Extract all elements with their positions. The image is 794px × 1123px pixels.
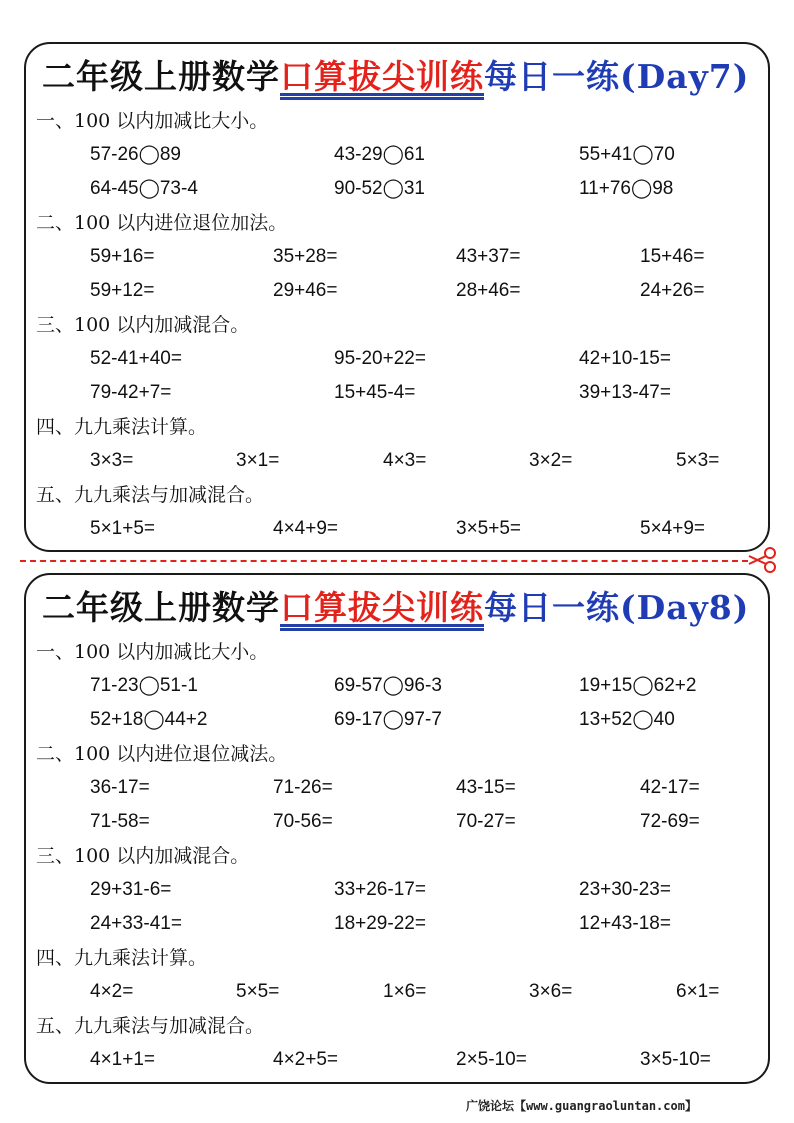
- section-title: 四、九九乘法计算。: [36, 947, 208, 969]
- problem: 1×6=: [383, 981, 427, 1002]
- section-compare: [26, 635, 768, 737]
- problem: 71-58=: [90, 811, 150, 832]
- problem: 5×4+9=: [640, 518, 705, 539]
- section-title: 一、100 以内加减比大小。: [36, 110, 269, 132]
- problem: 29+46=: [273, 280, 338, 301]
- problem: 4×2=: [90, 981, 134, 1002]
- problem-row: [36, 805, 768, 839]
- problem: 5×5=: [236, 981, 280, 1002]
- problem: 2×5-10=: [456, 1049, 527, 1070]
- problem: 70-27=: [456, 811, 516, 832]
- problem-row: [36, 703, 768, 737]
- problem: 3×3=: [90, 450, 134, 471]
- cut-line: [20, 560, 748, 562]
- problem-row: [36, 907, 768, 941]
- problem: 6×1=: [676, 981, 720, 1002]
- problem: 12+43-18=: [579, 913, 671, 934]
- problem: 57-26◯89: [90, 144, 181, 165]
- problem: 3×5+5=: [456, 518, 521, 539]
- section-title: 五、九九乘法与加减混合。: [36, 1015, 265, 1037]
- section-title: 三、100 以内加减混合。: [36, 845, 250, 867]
- problem: 4×2+5=: [273, 1049, 338, 1070]
- problem: 71-23◯51-1: [90, 675, 198, 696]
- problem: 52+18◯44+2: [90, 709, 208, 730]
- problem: 24+26=: [640, 280, 705, 301]
- problem: 23+30-23=: [579, 879, 671, 900]
- problem: 69-17◯97-7: [334, 709, 442, 730]
- section-mixed: [26, 308, 768, 410]
- problem-row: [36, 873, 768, 907]
- problem: 69-57◯96-3: [334, 675, 442, 696]
- problem-row: [36, 444, 768, 478]
- problem: 33+26-17=: [334, 879, 426, 900]
- section-title: 二、100 以内进位退位减法。: [36, 743, 288, 765]
- section-title: 四、九九乘法计算。: [36, 416, 208, 438]
- problem: 43+37=: [456, 246, 521, 267]
- section-title: 三、100 以内加减混合。: [36, 314, 250, 336]
- problem: 24+33-41=: [90, 913, 182, 934]
- problem: 3×6=: [529, 981, 573, 1002]
- problem: 18+29-22=: [334, 913, 426, 934]
- problem-row: [36, 138, 768, 172]
- problem: 72-69=: [640, 811, 700, 832]
- section-borrow-subtraction: [26, 737, 768, 839]
- problem: 4×1+1=: [90, 1049, 155, 1070]
- title-part-daily: 每日一练(Day7): [484, 56, 750, 96]
- problem: 59+12=: [90, 280, 155, 301]
- problem: 52-41+40=: [90, 348, 182, 369]
- problem: 70-56=: [273, 811, 333, 832]
- problem: 13+52◯40: [579, 709, 675, 730]
- title-part-daily: 每日一练(Day8): [484, 587, 750, 627]
- problem: 64-45◯73-4: [90, 178, 198, 199]
- problem-row: [36, 172, 768, 206]
- section-title: 五、九九乘法与加减混合。: [36, 484, 265, 506]
- problem: 5×1+5=: [90, 518, 155, 539]
- problem: 42+10-15=: [579, 348, 671, 369]
- problem: 28+46=: [456, 280, 521, 301]
- problem: 95-20+22=: [334, 348, 426, 369]
- worksheet-card-day8: [24, 573, 770, 1084]
- problem-row: [36, 512, 768, 546]
- section-carry-addition: [26, 206, 768, 308]
- problem: 3×1=: [236, 450, 280, 471]
- problem-row: [36, 975, 768, 1009]
- problem: 42-17=: [640, 777, 700, 798]
- problem: 43-15=: [456, 777, 516, 798]
- section-mixed: [26, 839, 768, 941]
- section-title: 二、100 以内进位退位加法。: [36, 212, 288, 234]
- section-multiplication-mixed: [26, 1009, 768, 1077]
- problem: 19+15◯62+2: [579, 675, 697, 696]
- problem-row: [36, 1043, 768, 1077]
- problem: 59+16=: [90, 246, 155, 267]
- title-part-grade: 二年级上册数学: [42, 56, 280, 96]
- problem: 4×4+9=: [273, 518, 338, 539]
- problem-row: [36, 274, 768, 308]
- scissors-icon: [746, 545, 778, 575]
- problem: 3×2=: [529, 450, 573, 471]
- problem-row: [36, 342, 768, 376]
- problem: 90-52◯31: [334, 178, 425, 199]
- problem: 15+45-4=: [334, 382, 416, 403]
- section-multiplication: [26, 410, 768, 478]
- footer-source: 广饶论坛【www.guangraoluntan.com】: [466, 1099, 697, 1113]
- section-compare: [26, 104, 768, 206]
- problem: 39+13-47=: [579, 382, 671, 403]
- worksheet-title: [26, 44, 768, 104]
- problem: 15+46=: [640, 246, 705, 267]
- problem-row: [36, 376, 768, 410]
- title-part-training: 口算拔尖训练: [280, 56, 484, 96]
- problem: 43-29◯61: [334, 144, 425, 165]
- problem: 71-26=: [273, 777, 333, 798]
- problem: 35+28=: [273, 246, 338, 267]
- section-multiplication-mixed: [26, 478, 768, 546]
- problem: 11+76◯98: [579, 178, 674, 199]
- problem-row: [36, 240, 768, 274]
- worksheet-card-day7: [24, 42, 770, 552]
- problem: 55+41◯70: [579, 144, 675, 165]
- worksheet-title: [26, 575, 768, 635]
- problem-row: [36, 669, 768, 703]
- problem: 36-17=: [90, 777, 150, 798]
- problem: 79-42+7=: [90, 382, 172, 403]
- title-part-grade: 二年级上册数学: [42, 587, 280, 627]
- title-part-training: 口算拔尖训练: [280, 587, 484, 627]
- problem: 5×3=: [676, 450, 720, 471]
- problem-row: [36, 771, 768, 805]
- section-title: 一、100 以内加减比大小。: [36, 641, 269, 663]
- problem: 3×5-10=: [640, 1049, 711, 1070]
- section-multiplication: [26, 941, 768, 1009]
- problem: 29+31-6=: [90, 879, 172, 900]
- problem: 4×3=: [383, 450, 427, 471]
